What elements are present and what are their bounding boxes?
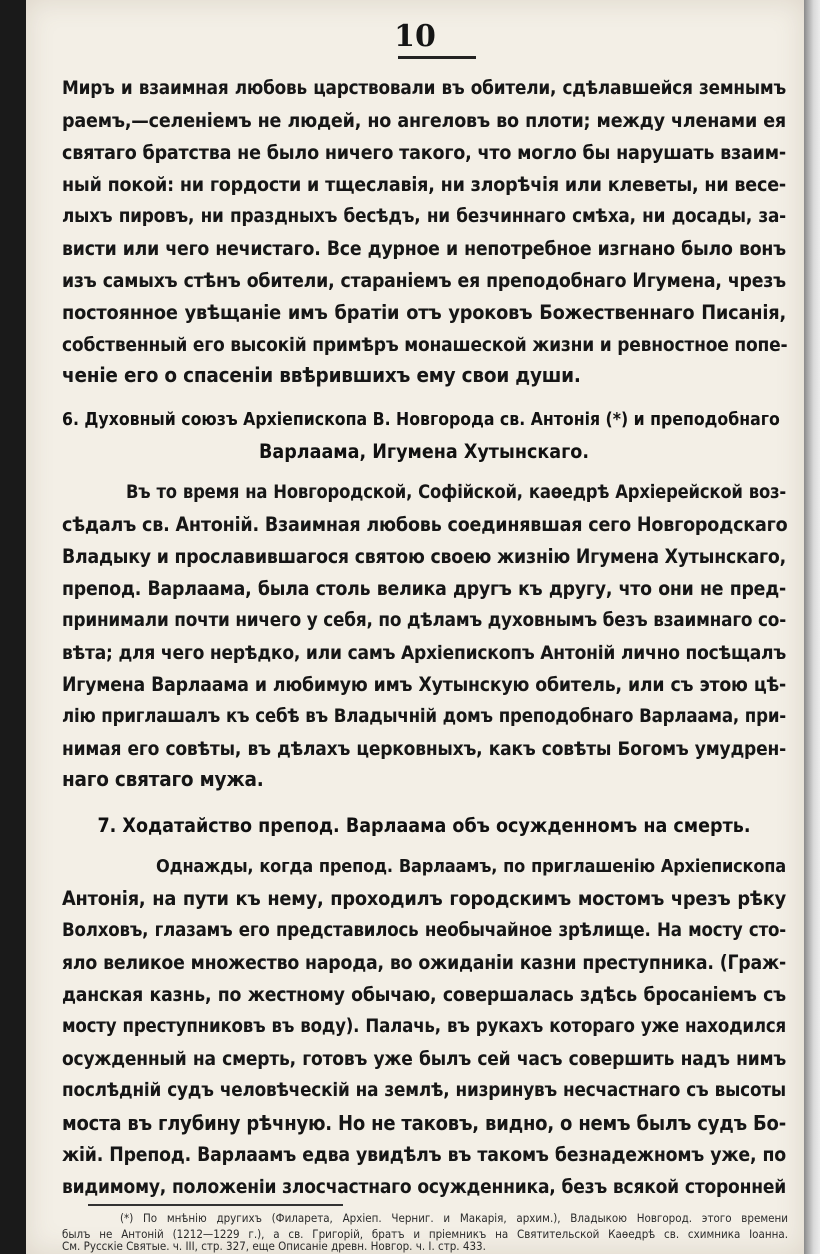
text-line: яло великое множество народа, во ожиданіи казни преступника. (Граж- [62,951,786,974]
text-line: собственный его высокій примѣръ монашеской жизни и ревностное попе- [62,334,788,356]
text-line: раемъ,—селеніемъ не людей, но ангеловъ во плоти; между членами ея [62,109,786,132]
page-number-rule [398,56,476,59]
text-line: лыхъ пировъ, ни праздныхъ бесѣдъ, ни безчиннаго смѣха, ни досады, за- [62,206,786,227]
page-number: 10 [394,19,436,54]
text-line: послѣдній судъ человѣческій на землѣ, низринувъ несчастнаго съ высоты [62,1080,786,1101]
text-line: Миръ и взаимная любовь царствовали въ обители, сдѣлавшейся земнымъ [62,78,786,99]
text-line: святаго братства не было ничего такого, что могло бы нарушать взаим- [62,141,786,164]
text-line: жій. Препод. Варлаамъ едва увидѣлъ въ такомъ безнадежномъ уже, по [62,1143,786,1166]
text-line: наго святаго мужа. [62,767,264,791]
text-line: данская казнь, по жестному обычаю, совершалась здѣсь бросаніемъ съ [62,983,786,1006]
section-heading: 7. Ходатайство препод. Варлаама объ осужденномъ на смерть. [97,814,751,837]
footnote-rule [88,1204,343,1206]
text-line: сѣдалъ св. Антоній. Взаимная любовь соединявшая сего Новгородскаго [62,513,788,536]
text-line: Игумена Варлаама и любимую имъ Хутынскую обитель, или съ этою цѣ- [62,673,786,696]
text-line: вѣта; для чего нерѣдко, или самъ Архіепископъ Антоній лично посѣщалъ [62,642,786,664]
text-line: видимому, положеніи злосчастнаго осужденника, безъ всякой сторонней [62,1176,786,1198]
section-heading: Варлаама, Игумена Хутынскаго. [259,440,589,463]
text-line: Въ то время на Новгородской, Софійской, каѳедрѣ Архіерейской воз- [126,482,786,503]
text-line: ный покой: ни гордости и тщеславія, ни злорѣчія или клеветы, ни весе- [62,173,786,196]
text-line: осужденный на смерть, готовъ уже былъ сей часъ совершить надъ нимъ [62,1048,786,1070]
text-line: Волховъ, глазамъ его представилось необычайное зрѣлище. На мосту сто- [62,920,786,941]
text-line: мосту преступниковъ въ воду). Палачь, въ рукахъ котораго уже находился [62,1016,786,1037]
text-line: изъ самыхъ стѣнъ обители, стараніемъ ея преподобнаго Игумена, чрезъ [62,269,786,292]
text-line: ченіе его о спасеніи ввѣрившихъ ему свои души. [62,363,581,387]
next-page-edge [804,0,820,1254]
text-line: Однажды, когда препод. Варлаамъ, по приглашенію Архіепископа [156,856,786,877]
text-line: Антонія, на пути къ нему, проходилъ городскимъ мостомъ чрезъ рѣку [62,887,786,910]
text-line: лію приглашалъ къ себѣ въ Владычній домъ преподобнаго Варлаама, при- [62,706,786,727]
footnote-line: (*) По мнѣнію другихъ (Филарета, Архіеп. Черниг. и Макарія, архим.), Владыкою Новгород. этого времени [120,1211,788,1225]
footnote-line: былъ не Антоній (1212—1229 г.), а св. Григорій, братъ и пріемникъ на Святительской Каѳедрѣ св. схимника Іоанна. [62,1227,788,1241]
book-page [26,0,804,1254]
text-line: моста въ глубину рѣчную. Но не таковъ, видно, о немъ былъ судъ Бо- [62,1111,786,1135]
footnote-line: См. Русскіе Святые. ч. III, стр. 327, еще Описаніе древн. Новгор. ч. I. стр. 433. [62,1239,486,1253]
section-heading: 6. Духовный союзъ Архіепископа В. Новгорода св. Антонія (*) и преподобнаго [62,410,780,430]
text-line: Владыку и прославившагося святою своею жизнію Игумена Хутынскаго, [62,545,786,568]
text-line: нимая его совѣты, въ дѣлахъ церковныхъ, какъ совѣты Богомъ умудрен- [62,738,786,760]
text-line: принимали почти ничего у себя, по дѣламъ духовнымъ безъ взаимнаго со- [62,610,786,631]
text-line: препод. Варлаама, была столь велика другъ къ другу, что они не пред- [62,577,786,600]
text-line: висти или чего нечистаго. Все дурное и непотребное изгнано было вонъ [62,237,786,260]
text-line: постоянное увѣщаніе имъ братіи отъ уроковъ Божественнаго Писанія, [62,301,786,324]
